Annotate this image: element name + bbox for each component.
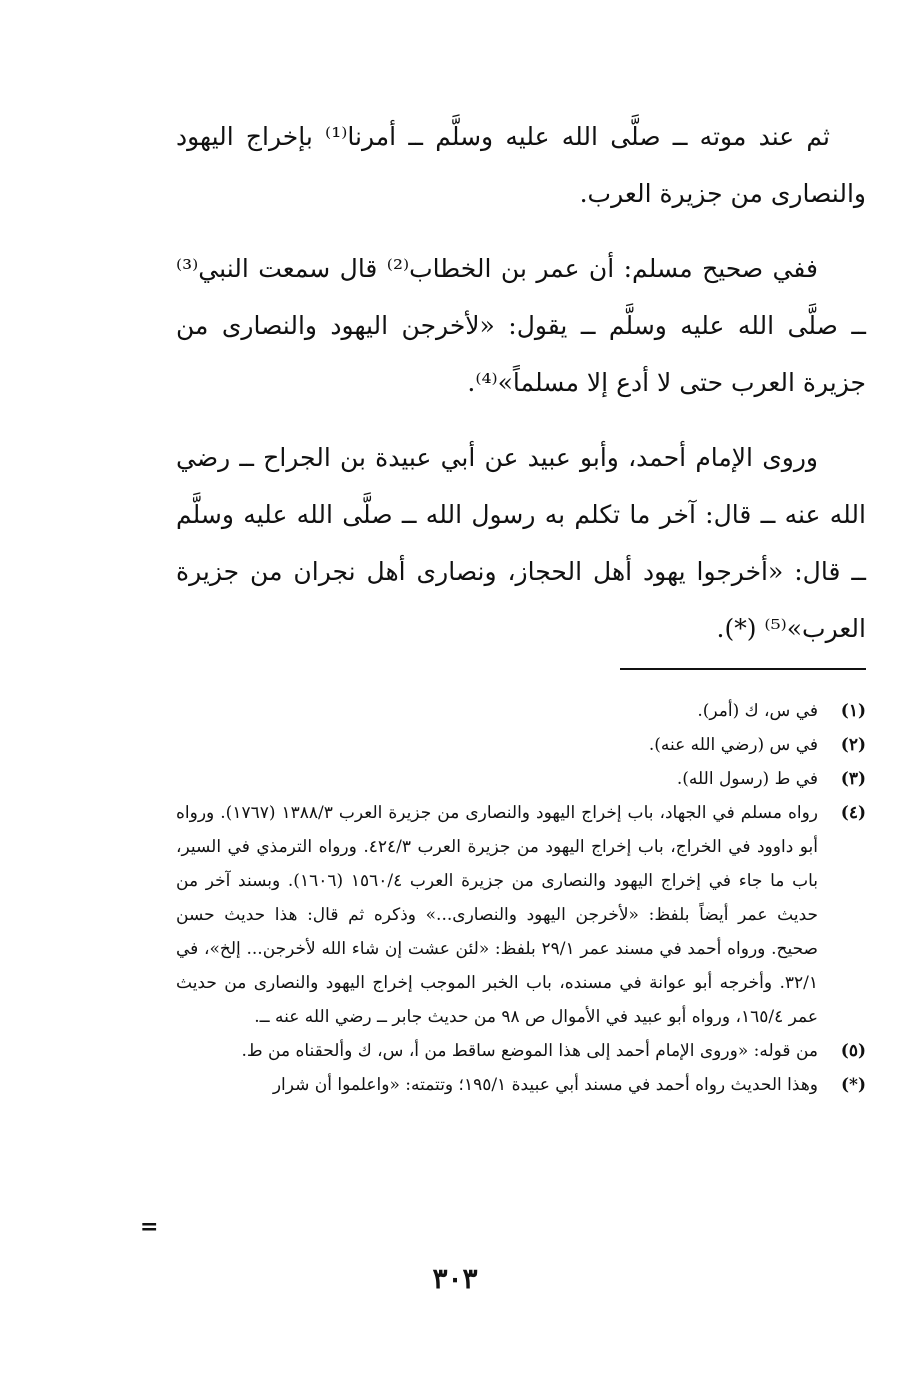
footnotes bbox=[176, 694, 866, 1102]
footnote-number: (٥) bbox=[840, 1041, 866, 1061]
footnote-2 bbox=[176, 728, 866, 762]
page-number: ٣٠٣ bbox=[432, 1262, 478, 1295]
paragraph-3: وروى الإمام أحمد، وأبو عبيد عن أبي عبيدة بن الجراح ــ رضي الله عنه ــ قال: آخر ما تكلم به رسول الله ــ صلَّى الله عليه وسلَّم ــ قال: «أخرجوا يهود أهل الحجاز، ونصارى أهل نجران من جزيرة العرب»⁽⁵⁾ (*). bbox=[176, 443, 866, 643]
footnote-separator bbox=[620, 668, 866, 670]
footnote-1 bbox=[176, 694, 866, 728]
footnote-number: (٤) bbox=[840, 803, 866, 823]
footnote-4 bbox=[176, 796, 866, 1034]
footnote-number: (١) bbox=[840, 701, 866, 721]
footnote-text: في ط (رسول الله). bbox=[676, 769, 818, 789]
footnote-text: وهذا الحديث رواه أحمد في مسند أبي عبيدة ١٩٥/١؛ وتتمته: «واعلموا أن شرار bbox=[272, 1075, 818, 1095]
footnote-number: (*) bbox=[841, 1075, 866, 1095]
continuation-mark: = bbox=[140, 1214, 159, 1240]
footnote-3 bbox=[176, 762, 866, 796]
footnote-text: من قوله: «وروى الإمام أحمد إلى هذا الموضع ساقط من أ، س، ك وألحقناه من ط. bbox=[241, 1041, 818, 1061]
footnote-number: (٣) bbox=[840, 769, 866, 789]
paragraph-1: ثم عند موته ــ صلَّى الله عليه وسلَّم ــ أمرنا⁽¹⁾ بإخراج اليهود والنصارى من جزيرة العرب. bbox=[176, 122, 866, 208]
footnote-text: في س (رضي الله عنه). bbox=[648, 735, 818, 755]
footnote-star bbox=[176, 1068, 866, 1102]
footnote-number: (٢) bbox=[840, 735, 866, 755]
footnote-text: في س، ك (أمر). bbox=[697, 701, 818, 721]
paragraph-2: ففي صحيح مسلم: أن عمر بن الخطاب⁽²⁾ قال سمعت النبي⁽³⁾ ــ صلَّى الله عليه وسلَّم ــ يقول: «لأخرجن اليهود والنصارى من جزيرة العرب حتى لا أدع إلا مسلماً»⁽⁴⁾. bbox=[176, 254, 866, 397]
footnote-5 bbox=[176, 1034, 866, 1068]
main-text bbox=[176, 108, 866, 675]
footnote-text: رواه مسلم في الجهاد، باب إخراج اليهود والنصارى من جزيرة العرب ١٣٨٨/٣ (١٧٦٧). ورواه أبو داوود في الخراج، باب إخراج اليهود من جزيرة العرب ٤٢٤/٣. ورواه الترمذي في السير، باب ما جاء في إخراج اليهود والنصارى من جزيرة العرب ١٥٦٠/٤ (١٦٠٦). وبسند آخر من حديث عمر أيضاً بلفظ: «لأخرجن اليهود والنصارى...» وذكره ثم قال: هذا حديث حسن صحيح. ورواه أحمد في مسند عمر ٢٩/١ بلفظ: «لئن عشت إن شاء الله لأخرجن... إلخ»، في ٣٢/١. وأخرجه أبو عوانة في مسنده، باب الخبر الموجب إخراج اليهود والنصارى من حديث عمر ١٦٥/٤، ورواه أبو عبيد في الأموال ص ٩٨ من حديث جابر ــ رضي الله عنه ــ. bbox=[176, 803, 819, 1027]
